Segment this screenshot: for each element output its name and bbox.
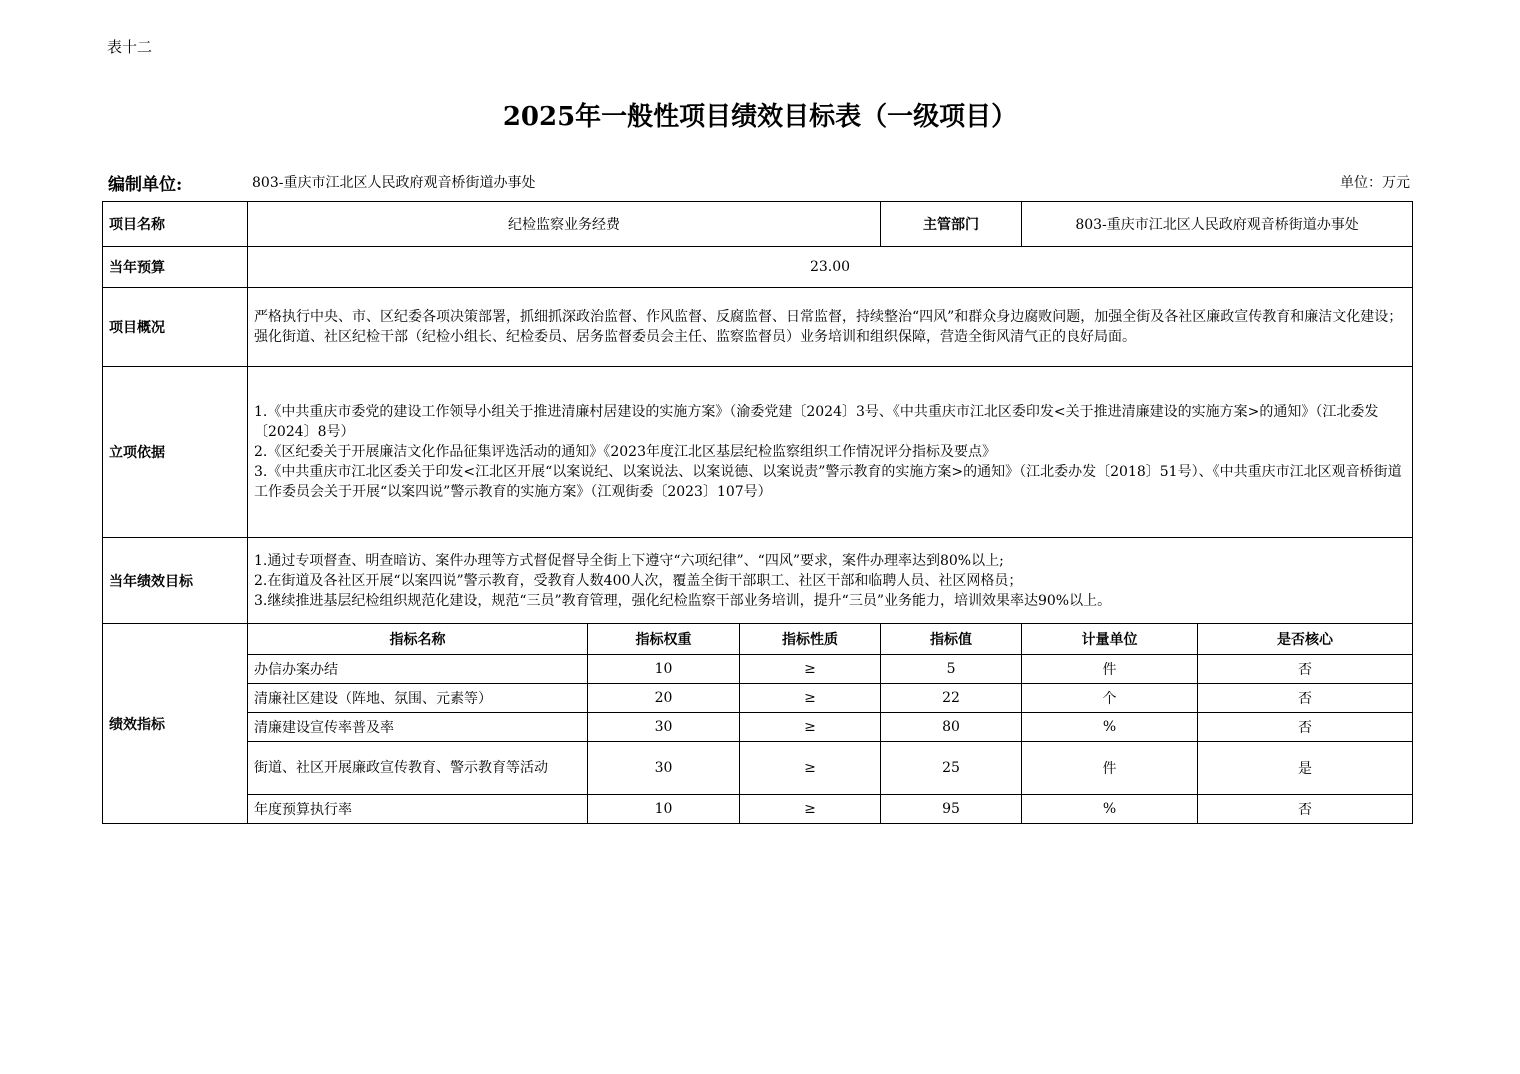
- indicator-header-nature: 指标性质: [740, 624, 881, 655]
- indicator-label: 绩效指标: [103, 624, 248, 824]
- indicator-value: 25: [881, 742, 1022, 795]
- indicator-header-weight: 指标权重: [588, 624, 740, 655]
- indicator-nature: ≥: [740, 742, 881, 795]
- budget-row: [103, 247, 1413, 288]
- indicator-header-name: 指标名称: [248, 624, 588, 655]
- table-number: 表十二: [107, 38, 153, 56]
- indicator-name: 清廉社区建设（阵地、氛围、元素等）: [248, 684, 588, 713]
- indicator-core: 否: [1198, 655, 1413, 684]
- indicator-unit: 个: [1022, 684, 1198, 713]
- indicator-value: 5: [881, 655, 1022, 684]
- indicator-name: 街道、社区开展廉政宣传教育、警示教育等活动: [248, 742, 588, 795]
- goal-value: 1.通过专项督查、明查暗访、案件办理等方式督促督导全街上下遵守“六项纪律”、“四风”要求，案件办理率达到80%以上; 2.在街道及各社区开展“以案四说”警示教育，受教育人数400人次，覆盖全街干部职工、社区干部和临聘人员、社区网格员； 3.继续推进基层纪检组织规范化建设，规范“三员”教育管理，强化纪检监察干部业务培训，提升“三员”业务能力，培训效果率达90%以上。: [248, 538, 1413, 624]
- indicator-name: 清廉建设宣传率普及率: [248, 713, 588, 742]
- indicator-name: 年度预算执行率: [248, 795, 588, 824]
- overview-value: 严格执行中央、市、区纪委各项决策部署，抓细抓深政治监督、作风监督、反腐监督、日常监督，持续整治“四风”和群众身边腐败问题，加强全街及各社区廉政宣传教育和廉洁文化建设；强化街道、社区纪检干部（纪检小组长、纪检委员、居务监督委员会主任、监察监督员）业务培训和组织保障，营造全街风清气正的良好局面。: [248, 288, 1413, 367]
- indicator-header-row: [103, 624, 1413, 655]
- indicator-header-unit: 计量单位: [1022, 624, 1198, 655]
- indicator-unit: %: [1022, 713, 1198, 742]
- table-row: [103, 713, 1413, 742]
- indicator-header-core: 是否核心: [1198, 624, 1413, 655]
- dept-value: 803-重庆市江北区人民政府观音桥街道办事处: [1022, 202, 1413, 247]
- table-row: [103, 655, 1413, 684]
- indicator-core: 否: [1198, 795, 1413, 824]
- overview-label: 项目概况: [103, 288, 248, 367]
- indicator-value: 22: [881, 684, 1022, 713]
- indicator-unit: 件: [1022, 655, 1198, 684]
- table-row: [103, 795, 1413, 824]
- budget-label: 当年预算: [103, 247, 248, 288]
- indicator-header-value: 指标值: [881, 624, 1022, 655]
- table-row: [103, 684, 1413, 713]
- unit-label: 编制单位:: [108, 175, 183, 195]
- money-unit: 单位：万元: [1340, 175, 1410, 191]
- indicator-nature: ≥: [740, 795, 881, 824]
- budget-value: 23.00: [248, 247, 1413, 288]
- basis-label: 立项依据: [103, 367, 248, 538]
- indicator-nature: ≥: [740, 655, 881, 684]
- project-name-value: 纪检监察业务经费: [248, 202, 881, 247]
- dept-label: 主管部门: [881, 202, 1022, 247]
- indicator-weight: 10: [588, 655, 740, 684]
- overview-row: [103, 288, 1413, 367]
- indicator-core: 否: [1198, 684, 1413, 713]
- indicator-weight: 10: [588, 795, 740, 824]
- indicator-value: 95: [881, 795, 1022, 824]
- unit-value: 803-重庆市江北区人民政府观音桥街道办事处: [252, 175, 536, 191]
- basis-value: 1.《中共重庆市委党的建设工作领导小组关于推进清廉村居建设的实施方案》（渝委党建〔2024〕3号、《中共重庆市江北区委印发<关于推进清廉建设的实施方案>的通知》（江北委发〔2024〕8号） 2.《区纪委关于开展廉洁文化作品征集评选活动的通知》《2023年度江北区基层纪检监察组织工作情况评分指标及要点》 3.《中共重庆市江北区委关于印发<江北区开展“以案说纪、以案说法、以案说德、以案说责”警示教育的实施方案>的通知》（江北委办发〔2018〕51号）、《中共重庆市江北区观音桥街道工作委员会关于开展“以案四说”警示教育的实施方案》（江观街委〔2023〕107号）: [248, 367, 1413, 538]
- performance-table: [102, 201, 1413, 824]
- goal-label: 当年绩效目标: [103, 538, 248, 624]
- indicator-nature: ≥: [740, 713, 881, 742]
- table-row: [103, 742, 1413, 795]
- project-name-label: 项目名称: [103, 202, 248, 247]
- indicator-nature: ≥: [740, 684, 881, 713]
- indicator-core: 否: [1198, 713, 1413, 742]
- indicator-weight: 20: [588, 684, 740, 713]
- indicator-weight: 30: [588, 713, 740, 742]
- indicator-unit: 件: [1022, 742, 1198, 795]
- project-name-row: [103, 202, 1413, 247]
- page-title: 2025年一般性项目绩效目标表（一级项目）: [502, 102, 1018, 132]
- indicator-name: 办信办案办结: [248, 655, 588, 684]
- goal-row: [103, 538, 1413, 624]
- indicator-core: 是: [1198, 742, 1413, 795]
- basis-row: [103, 367, 1413, 538]
- indicator-weight: 30: [588, 742, 740, 795]
- indicator-unit: %: [1022, 795, 1198, 824]
- indicator-value: 80: [881, 713, 1022, 742]
